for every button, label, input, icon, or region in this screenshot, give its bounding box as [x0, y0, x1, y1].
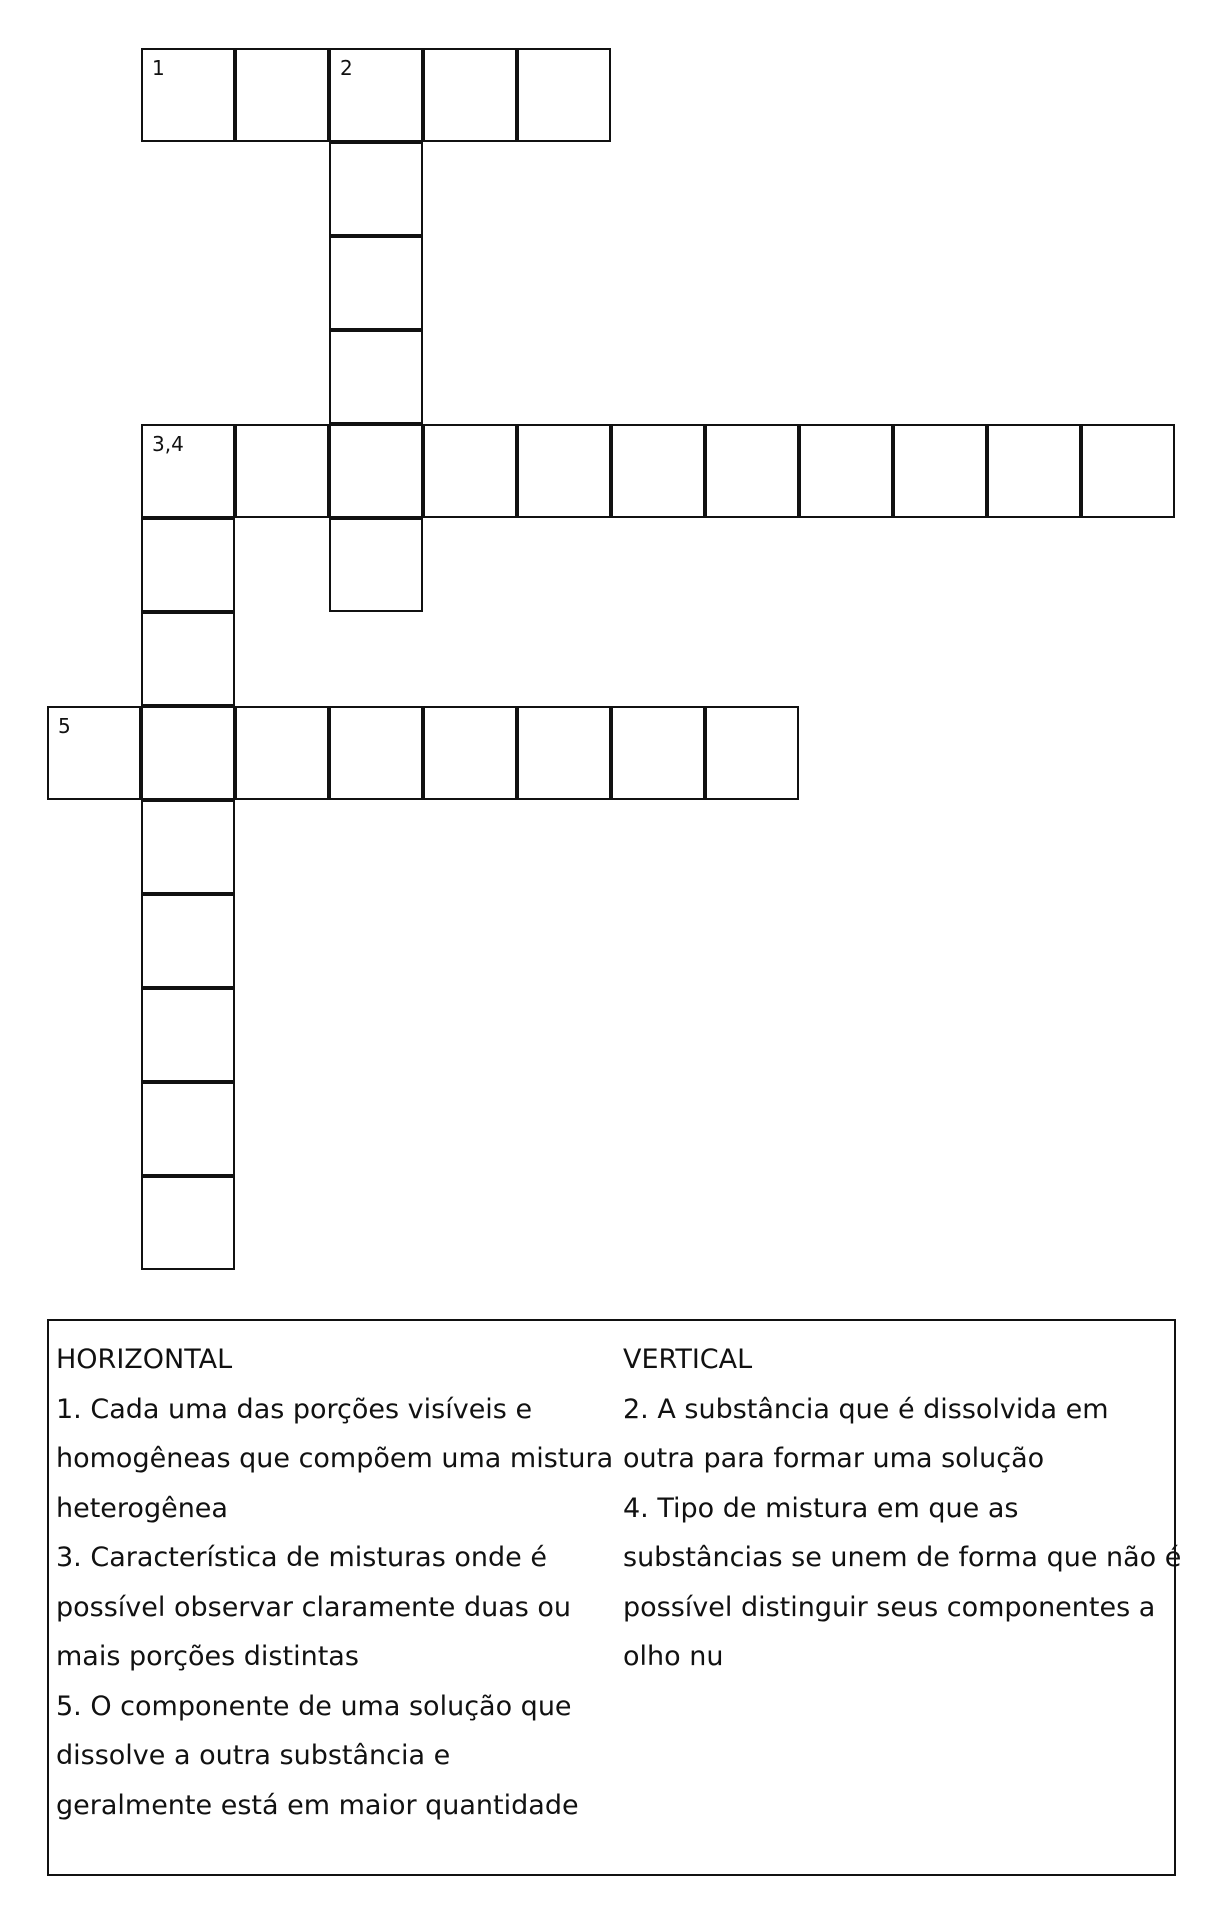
- crossword-cell[interactable]: [517, 48, 611, 142]
- crossword-cell[interactable]: [1081, 424, 1175, 518]
- crossword-cell[interactable]: [329, 142, 423, 236]
- crossword-cell[interactable]: [329, 330, 423, 424]
- clue-number: 3,4: [152, 432, 184, 456]
- clue-number: 5: [58, 714, 71, 738]
- crossword-cell[interactable]: [329, 706, 423, 800]
- crossword-cell[interactable]: [329, 424, 423, 518]
- crossword-cell[interactable]: [141, 800, 235, 894]
- clue-number: 1: [152, 56, 165, 80]
- clue-line: possível distinguir seus componentes a: [623, 1591, 1156, 1623]
- crossword-cell[interactable]: [329, 518, 423, 612]
- crossword-cell[interactable]: [423, 424, 517, 518]
- vertical-heading: VERTICAL: [623, 1344, 753, 1375]
- clue-line: 4. Tipo de mistura em que as: [623, 1492, 1019, 1524]
- crossword-cell[interactable]: [141, 1176, 235, 1270]
- vertical-clues: [623, 1335, 1182, 1682]
- clue-line: dissolve a outra substância e: [56, 1740, 451, 1771]
- crossword-cell[interactable]: [141, 894, 235, 988]
- clue-line: possível observar claramente duas ou: [56, 1591, 572, 1623]
- crossword-cell[interactable]: [235, 706, 329, 800]
- horizontal-clues: [56, 1335, 614, 1830]
- crossword-cell[interactable]: [517, 424, 611, 518]
- clue-line: olho nu: [623, 1641, 724, 1672]
- crossword-cell[interactable]: [705, 706, 799, 800]
- crossword-cell[interactable]: [611, 424, 705, 518]
- horizontal-heading: HORIZONTAL: [56, 1344, 233, 1375]
- crossword-cell[interactable]: [517, 706, 611, 800]
- crossword-cell[interactable]: [141, 612, 235, 706]
- crossword-cell[interactable]: [235, 424, 329, 518]
- crossword-cell[interactable]: [329, 236, 423, 330]
- clue-line: 1. Cada uma das porções visíveis e: [56, 1393, 533, 1425]
- crossword-cell[interactable]: [611, 706, 705, 800]
- clue-line: geralmente está em maior quantidade: [56, 1789, 579, 1821]
- crossword-cell[interactable]: [141, 48, 235, 142]
- crossword-cell[interactable]: [141, 706, 235, 800]
- crossword-cell[interactable]: [893, 424, 987, 518]
- crossword-cell[interactable]: [141, 518, 235, 612]
- crossword-cell[interactable]: [141, 1082, 235, 1176]
- crossword-cell[interactable]: [987, 424, 1081, 518]
- clue-line: outra para formar uma solução: [623, 1443, 1045, 1474]
- clues-box: [47, 1319, 1182, 1876]
- crossword-cell[interactable]: [423, 48, 517, 142]
- crossword-cell[interactable]: [329, 48, 423, 142]
- crossword-cell[interactable]: [235, 48, 329, 142]
- clue-line: 2. A substância que é dissolvida em: [623, 1393, 1109, 1425]
- clue-line: 3. Característica de misturas onde é: [56, 1542, 547, 1573]
- clue-line: heterogênea: [56, 1492, 228, 1524]
- crossword-cell[interactable]: [141, 988, 235, 1082]
- clue-line: substâncias se unem de forma que não é: [623, 1542, 1182, 1573]
- crossword-cell[interactable]: [141, 424, 235, 518]
- clue-number: 2: [340, 56, 353, 80]
- clue-line: 5. O componente de uma solução que: [56, 1690, 572, 1722]
- crossword-cell[interactable]: [47, 706, 141, 800]
- clue-line: homogêneas que compõem uma mistura: [56, 1443, 614, 1474]
- crossword-cell[interactable]: [705, 424, 799, 518]
- crossword-cell[interactable]: [799, 424, 893, 518]
- clue-line: mais porções distintas: [56, 1641, 359, 1672]
- crossword-cell[interactable]: [423, 706, 517, 800]
